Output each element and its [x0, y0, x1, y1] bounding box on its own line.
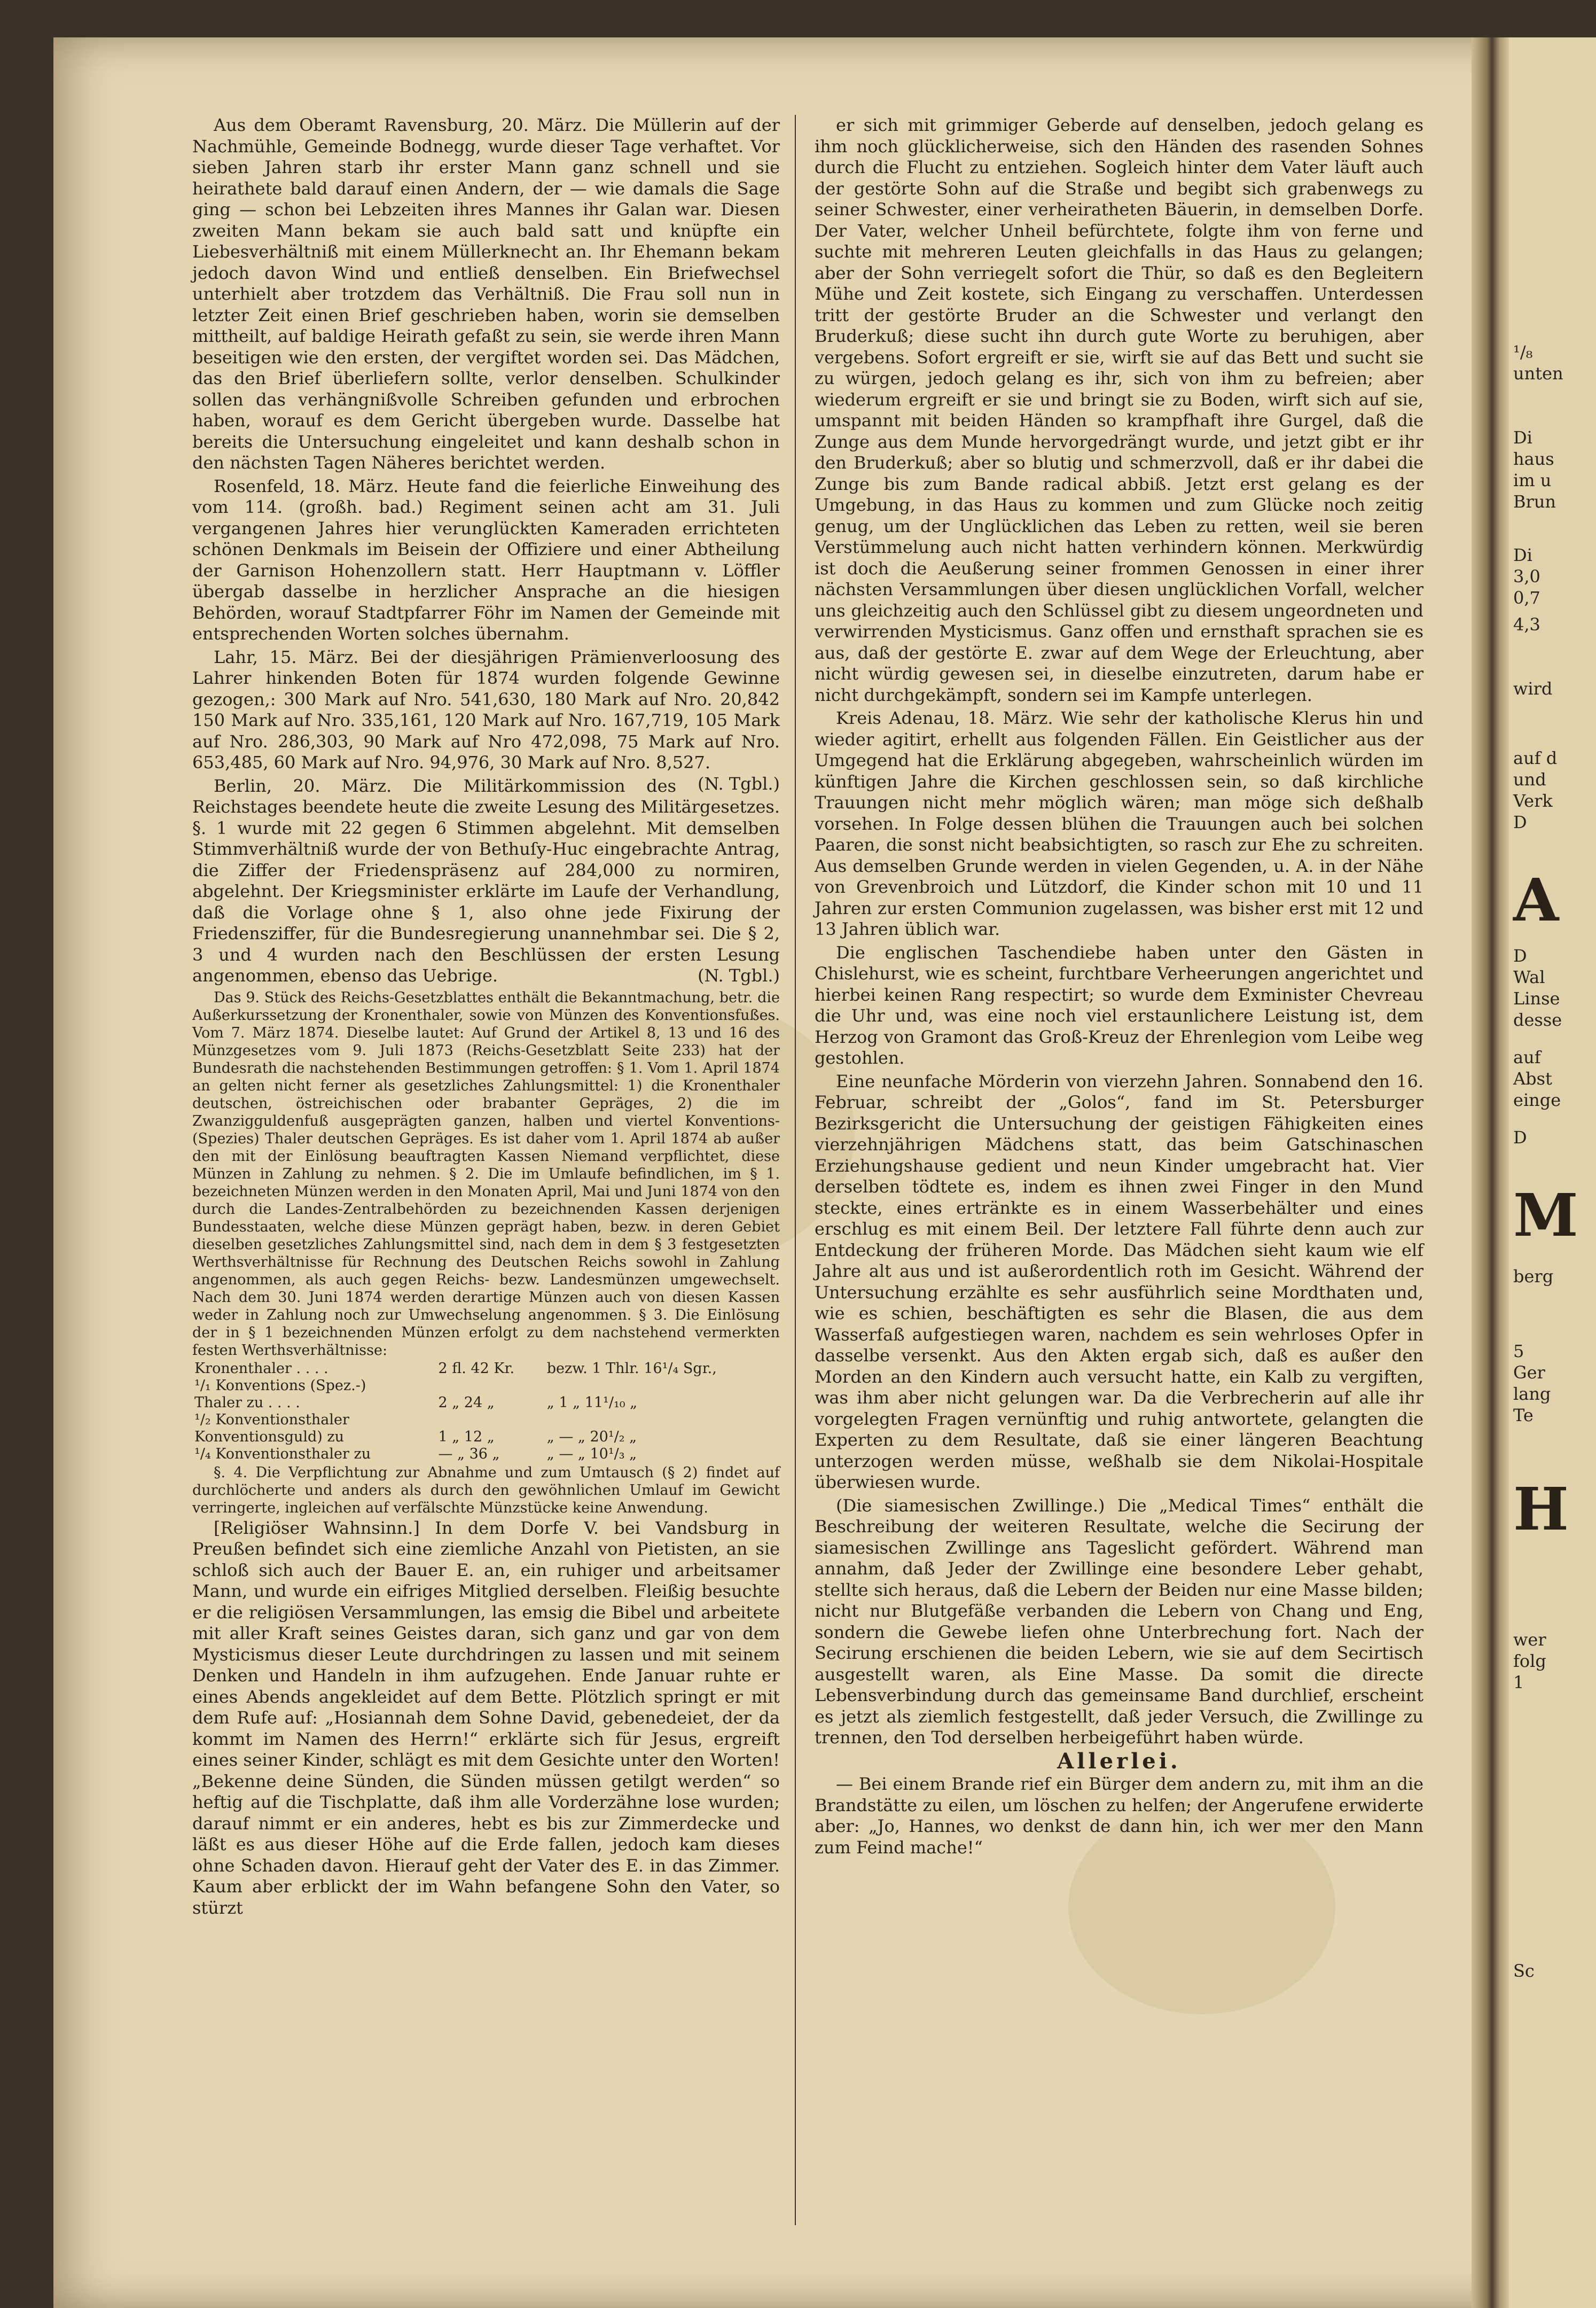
edge-fragment: 4,3	[1513, 614, 1540, 635]
coin-cell-a	[436, 1412, 544, 1429]
edge-fragment: D	[1513, 1127, 1527, 1148]
edge-fragment: Di	[1513, 545, 1532, 565]
coin-cell-name: ¹/₄ Konventionsthaler zu	[194, 1445, 371, 1462]
berlin-text: Berlin, 20. März. Die Militärkommission des Reichstages beendete heute die zweite Lesung des Militärgesetzes. §. 1 wurde mit 22 gegen 6 Stimmen abgelehnt. Mit demselben Stimmverhältniß wurde der von Bethuſy-Huc eingebrachte Antrag, die Ziffer der Friedenspräsenz auf 284,000 zu normiren, abgelehnt. Der Kriegsminister erklärte im Laufe der Verhandlung, daß die Vorlage ohne § 1, also ohne jede Fixirung der Friedensziffer, für die Bundesregierung unannehmbar sei. Die § 2, 3 und 4 wurden nach den Beschlüssen der ersten Lesung angenommen, ebenso das Uebrige.	[192, 775, 780, 986]
left-column	[192, 115, 780, 1921]
edge-fragment: Verk	[1513, 791, 1553, 811]
article-religious-madness: [Religiöser Wahnsinn.] In dem Dorfe V. bei Vandsburg in Preußen befindet sich eine ziemliche Anzahl von Pietisten, an sie schloß sich auch der Bauer E. an, ein ruhiger und arbeitsamer Mann, und wurde ein eifriges Mitglied derselben. Fleißig besuchte er die religiösen Versammlungen, las emsig die Bibel und arbeitete mit aller Kraft seines Geistes daran, sich ganz und gar von dem Mysticismus dieser Leute durchdringen zu lassen und mit seinem Denken und Handeln in ihm aufzugehen. Ende Januar ruhte er eines Abends angekleidet auf dem Bette. Plötzlich springt er mit dem Rufe auf: „Hosiannah dem Sohne David, gebenedeiet, der da kommt im Namen des Herrn!“ erklärte sich für Jesus, ergreift eines seiner Kinder, schlägt es mit dem Gesichte unter den Worten! „Bekenne deine Sünden, die Sünden müssen getilgt werden“ so heftig auf die Tischplatte, daß ihm alle Vorderzähne lose wurden; darauf nimmt er ein anderes, hebt es bis zur Zimmerdecke und läßt es aus dieser Höhe auf die Erde fallen, jedoch kam dieses ohne Schaden davon. Hierauf geht der Vater des E. in das Zimmer. Kaum aber erblickt der im Wahn befangene Sohn den Vater, so stürzt	[192, 1517, 780, 1918]
edge-fragment: Brun	[1513, 492, 1556, 512]
article-siamese-twins: (Die siamesischen Zwillinge.) Die „Medical Times“ enthält die Beschreibung der weiteren Resultate, welche die Secirung der siamesischen Zwillinge ans Tageslicht gefördert. Während man annahm, daß Jeder der Zwillinge eine besondere Leber gehabt, stellte sich heraus, daß die Lebern der Beiden nur eine Masse bilden; nicht nur Blutgefäße verbanden die Lebern von Chang und Eng, sondern die Gewebe liefen ohne Unterbrechung fort. Nach der Secirung erschienen die beiden Lebern, wie sie auf dem Secirtisch ausgestellt waren, als Eine Masse. Da somit die directe Lebensverbindung durch das gemeinsame Band durchlief, erscheint es jetzt als ziemlich festgestellt, daß jeder Versuch, die Zwillinge zu trennen, den Tod derselben herbeigeführt haben würde.	[815, 1495, 1423, 1748]
edge-fragment: unten	[1513, 363, 1563, 384]
coin-row	[192, 1394, 780, 1412]
edge-fragment: Abst	[1513, 1069, 1552, 1089]
notice-coins	[192, 989, 780, 1517]
source-tag: (N. Tgbl.)	[698, 773, 780, 794]
edge-fragment: im u	[1513, 470, 1552, 490]
edge-fragment: Wal	[1513, 967, 1545, 987]
coin-cell-name: ¹/₁ Konventions (Spez.-)	[194, 1377, 366, 1394]
column-divider	[795, 115, 796, 2225]
article-berlin	[192, 773, 780, 987]
edge-fragment: D	[1513, 812, 1527, 832]
coin-cell-b	[545, 1377, 780, 1394]
coin-cell-a: 2 fl. 42 Kr.	[438, 1360, 515, 1377]
edge-fragment: ¹/₈	[1513, 342, 1533, 362]
source-tag: (N. Tgbl.)	[698, 965, 780, 986]
article-pickpockets: Die englischen Taschendiebe haben unter den Gästen in Chislehurst, wie es scheint, furchtbare Verheerungen angerichtet und hierbei keinen Rang respectirt; so wurde dem Exminister Chevreau die Uhr und, was eine noch viel erstaunlichere Leistung ist, dem Herzog von Gramont das Groß-Kreuz der Ehrenlegion vom Leibe weg gestohlen.	[815, 942, 1423, 1068]
edge-fragment: 1	[1513, 1672, 1524, 1693]
coin-cell-a: 2 „ 24 „	[438, 1394, 495, 1411]
edge-fragment: A	[1513, 865, 1559, 934]
edge-fragment: Te	[1513, 1405, 1534, 1425]
edge-fragment: auf	[1513, 1047, 1541, 1067]
coin-cell-a	[436, 1377, 544, 1394]
edge-fragment: 5	[1513, 1341, 1524, 1361]
lahr-text: Lahr, 15. März. Bei der diesjährigen Prämienverloosung des Lahrer hinkenden Boten für 1874 wurden folgende Gewinne gezogen,: 300 Mark auf Nro. 541,630, 180 Mark auf Nro. 20,842 150 Mark auf Nro. 335,161, 120 Mark auf Nro. 167,719, 105 Mark auf Nro. 286,303, 90 Mark auf Nro 472,098, 75 Mark auf Nro. 653,485, 60 Mark auf Nro. 94,976, 30 Mark auf Nro. 8,527.	[192, 646, 780, 773]
edge-fragment: und	[1513, 769, 1546, 790]
edge-fragment: berg	[1513, 1266, 1554, 1286]
edge-fragment: Sc	[1513, 1961, 1535, 1981]
coin-cell-a: — „ 36 „	[438, 1445, 500, 1462]
coin-cell-name: Thaler zu . . . .	[194, 1394, 300, 1411]
next-page-edge	[1509, 37, 1596, 2308]
edge-fragment: wer	[1513, 1629, 1546, 1650]
edge-fragment: 3,0	[1513, 566, 1540, 587]
notice-tail: §. 4. Die Verpflichtung zur Abnahme und zum Umtausch (§ 2) findet auf durchlöcherte und anders als durch den gewöhnlichen Umlauf im Gewicht verringerte, ingleichen auf verfälschte Münzstücke keine Anwendung.	[192, 1464, 780, 1516]
edge-fragment: lang	[1513, 1384, 1551, 1404]
coin-row	[192, 1429, 780, 1446]
coin-cell-name: Kronenthaler . . . .	[194, 1360, 328, 1377]
coin-row	[192, 1446, 780, 1463]
coin-cell-b: bezw. 1 Thlr. 16¹/₄ Sgr.,	[546, 1360, 717, 1377]
article-adenau: Kreis Adenau, 18. März. Wie sehr der katholische Klerus hin und wieder agitirt, erhellt aus folgenden Fällen. Ein Geistlicher aus der Umgegend hat die Erklärung abgegeben, wahrscheinlich würden im künftigen Jahre die Kirchen geschlossen sein, so daß kirchliche Trauungen nicht mehr möglich wären; man möge sich deßhalb vorsehen. In Folge dessen blühen die Trauungen auch bei solchen Paaren, die sonst nicht beabsichtigten, so rasch zur Ehe zu schreiten. Aus demselben Grunde werden in vielen Gegenden, u. A. in der Nähe von Grevenbroich und Lützdorf, die Kinder schon mit 10 und 11 Jahren zur ersten Communion zugelassen, was bisher erst mit 12 und 13 Jahren üblich war.	[815, 708, 1423, 939]
edge-fragment: 0,7	[1513, 588, 1540, 608]
coin-row	[192, 1377, 780, 1394]
coin-cell-a: 1 „ 12 „	[438, 1428, 495, 1445]
coin-cell-b: „ — „ 10¹/₃ „	[546, 1445, 637, 1462]
article-anecdote: — Bei einem Brande rief ein Bürger dem andern zu, mit ihm an die Brandstätte zu eilen, um löschen zu helfen; der Angerufene erwiderte aber: „Jo, Hannes, wo denkst de dann hin, ich wer mer den Mann zum Feind mache!“	[815, 1774, 1423, 1858]
article-lahr	[192, 646, 780, 794]
coin-table	[192, 1360, 780, 1463]
edge-fragment: desse	[1513, 1010, 1562, 1030]
edge-fragment: folg	[1513, 1651, 1546, 1671]
coin-cell-b: „ — „ 20¹/₂ „	[546, 1428, 637, 1445]
edge-fragment: auf d	[1513, 748, 1558, 768]
article-rosenfeld: Rosenfeld, 18. März. Heute fand die feierliche Einweihung des vom 114. (großh. bad.) Regiment seinen acht am 31. Juli vergangenen Jahres hier verunglückten Kameraden errichteten schönen Denkmals im Beisein der Offiziere und einer Abtheilung der Garnison Hohenzollern statt. Herr Hauptmann v. Löffler übergab dasselbe in herzlicher Ansprache an die hiesigen Behörden, worauf Stadtpfarrer Föhr im Namen der Gemeinde mit entsprechenden Worten solches übernahm.	[192, 475, 780, 644]
notice-text: Das 9. Stück des Reichs-Gesetzblattes enthält die Bekanntmachung, betr. die Außerkurssetzung der Kronenthaler, sowie von Münzen des Konventionsfußes. Vom 7. März 1874. Dieselbe lautet: Auf Grund der Artikel 8, 13 und 16 des Münzgesetzes vom 9. Juli 1873 (Reichs-Gesetzblatt Seite 233) hat der Bundesrath die nachstehenden Bestimmungen getroffen: § 1. Vom 1. April 1874 an gelten nicht ferner als gesetzliches Zahlungsmittel: 1) die Kronenthaler deutschen, östreichischen oder brabanter Gepräges, 2) die im Zwanzigguldenfuß ausgeprägten ganzen, halben und viertel Konventions-(Spezies) Thaler deutschen Gepräges. Es ist daher vom 1. April 1874 ab außer den mit der Einlösung beauftragten Kassen Niemand verpflichtet, diese Münzen in Zahlung zu nehmen. § 2. Die im Umlaufe befindlichen, im § 1. bezeichneten Münzen werden in den Monaten April, Mai und Juni 1874 von den durch die Landes-Zentralbehörden zu bezeichnenden Kassen derjenigen Bundesstaaten, welche diese Münzen geprägt haben, bezw. in deren Gebiet dieselben gesetzliches Zahlungsmittel sind, nach dem in dem § 3 festgesetzten Werthsverhältnisse für Rechnung des Deutschen Reichs sowohl in Zahlung angenommen, als auch gegen Reichs- bezw. Landesmünzen umgewechselt. Nach dem 30. Juni 1874 werden derartige Münzen auch von diesen Kassen weder in Zahlung noch zur Umwechselung angenommen. § 3. Die Einlösung der in § 1 bezeichnenden Münzen erfolgt zu dem nachstehend vermerkten festen Werthsverhältnisse:	[192, 989, 780, 1359]
article-ravensburg: Aus dem Oberamt Ravensburg, 20. März. Die Müllerin auf der Nachmühle, Gemeinde Bodnegg, wurde dieser Tage verhaftet. Vor sieben Jahren starb ihr erster Mann ganz schnell und sie heirathete bald darauf einen Andern, der — wie damals die Sage ging — schon bei Lebzeiten ihres Mannes ihr Galan war. Diesen zweiten Mann bekam sie auch bald satt und knüpfte ein Liebesverhältniß mit einem Müllerknecht an. Ihr Ehemann bekam jedoch davon Wind und entließ denselben. Ein Briefwechsel unterhielt aber trotzdem das Verhältniß. Die Frau soll nun in letzter Zeit einen Brief geschrieben haben, worin sie demselben mittheilt, auf baldige Heirath gefaßt zu sein, sie werde ihren Mann beseitigen wie den ersten, der vergiftet worden sei. Das Mädchen, das den Brief überliefern sollte, verlor denselben. Schulkinder sollen das verhängnißvolle Schreiben gefunden und erbrochen haben, worauf es dem Gericht übergeben wurde. Dasselbe hat bereits die Untersuchung eingeleitet und kann deshalb schon in den nächsten Tagen Näheres berichtet werden.	[192, 115, 780, 473]
right-column	[815, 115, 1423, 1860]
edge-fragment: Di	[1513, 427, 1532, 448]
coin-cell-name: Konventionsguld) zu	[194, 1428, 345, 1445]
section-heading: Allerlei.	[1057, 1748, 1181, 1774]
article-continuation: er sich mit grimmiger Geberde auf denselben, jedoch gelang es ihm noch glücklicherweise, sich den Händen des rasenden Sohnes durch die Flucht zu entziehen. Sogleich hinter dem Vater läuft auch der gestörte Sohn auf die Straße und begibt sich grabenwegs zu seiner Schwester, einer verheiratheten Bäuerin, in demselben Dorfe. Der Vater, welcher Unheil befürchtete, folgte ihm von ferne und suchte mit mehreren Leuten gleichfalls in das Haus zu gelangen; aber der Sohn verriegelt sofort die Thür, so daß es den Begleitern Mühe und Zeit kostete, sich Eingang zu verschaffen. Unterdessen tritt der gestörte Bruder an die Schwester und verlangt den Bruderkuß; diese sucht ihn durch gute Worte zu beruhigen, aber vergebens. Sofort ergreift er sie, wirft sie auf das Bett und sucht sie zu würgen, jedoch gelang es ihr, sich von ihm zu befreien; aber wiederum ergreift er sie und bringt sie zu Boden, wirft sich auf sie, umspannt mit beiden Händen so krampfhaft ihre Gurgel, daß die Zunge aus dem Munde hervorgedrängt wurde, und jetzt gibt er ihr den Bruderkuß; aber so blutig und schmerzvoll, daß er ihr dabei die Zunge bis zum Bande radical abbiß. Jetzt erst gelang es der Umgebung, in das Haus zu kommen und zum Glücke noch zeitig genug, um der Unglücklichen das Leben zu retten, weil sie beren Verstümmelung auch nicht hatten verhindern können. Merkwürdig ist doch die Aeußerung seiner frommen Genossen in einer ihrer nächsten Versammlungen über diesen unglücklichen Vorfall, welcher uns gleichzeitig auch den Schlüssel gibt zu diesem ungeordneten und verwirrenden Mysticismus. Ganz offen und ernsthaft sprachen sie es aus, daß der gestörte E. zwar auf dem Wege der Erleuchtung, aber nicht würdig gewesen sei, in dieselbe einzutreten, darum habe er nicht durchgekämpft, sondern sei im Kampfe unterlegen.	[815, 115, 1423, 705]
edge-fragment: H	[1513, 1475, 1569, 1543]
edge-fragment: wird	[1513, 679, 1553, 699]
coin-row	[192, 1412, 780, 1429]
edge-fragment: D	[1513, 946, 1527, 966]
edge-fragment: Linse	[1513, 988, 1560, 1009]
edge-fragment: M	[1513, 1181, 1578, 1250]
edge-fragment: Ger	[1513, 1362, 1545, 1383]
edge-fragment: haus	[1513, 449, 1554, 469]
coin-cell-b	[545, 1412, 780, 1429]
coin-cell-name: ¹/₂ Konventionsthaler	[194, 1411, 349, 1428]
article-murderess: Eine neunfache Mörderin von vierzehn Jahren. Sonnabend den 16. Februar, schreibt der „Golos“, fand im St. Petersburger Bezirksgericht die Untersuchung der geistigen Fähigkeiten eines vierzehnjährigen Mädchens statt, das beim Gatschinaschen Erziehungshause gedient und neun Kinder umgebracht hat. Vier derselben tödtete es, indem es ihnen zwei Finger in den Mund steckte, eines ertränkte es in einem Wasserbehälter und eines erschlug es mit einem Beil. Der letztere Fall führte denn auch zur Entdeckung der früheren Morde. Das Mädchen sieht kaum wie elf Jahre alt aus und ist außerordentlich roth im Gesicht. Während der Untersuchung erzählte es sehr ausführlich seine Mordthaten und, wie es schien, beschäftigten es sehr die Blasen, die aus dem Wasserfaß aufgestiegen waren, nachdem es sein wehrloses Opfer in dasselbe versenkt. Aus den Akten ergab sich, daß es außer den Morden an den Kindern auch versucht hatte, ein Kalb zu vergiften, was ihm aber nicht gelungen war. Da die Verbrecherin auf alle ihr vorgelegten Fragen vernünftig und ruhig antwortete, gelangten die Experten zu dem Resultate, daß sie einer längeren Beachtung unterzogen werden müsse, weßhalb sie dem Nikolai-Hospitale überwiesen wurde.	[815, 1071, 1423, 1492]
page-gutter	[1472, 37, 1509, 2308]
coin-cell-b: „ 1 „ 11¹/₁₀ „	[546, 1394, 638, 1411]
coin-row	[192, 1360, 780, 1377]
edge-fragment: einge	[1513, 1090, 1561, 1110]
